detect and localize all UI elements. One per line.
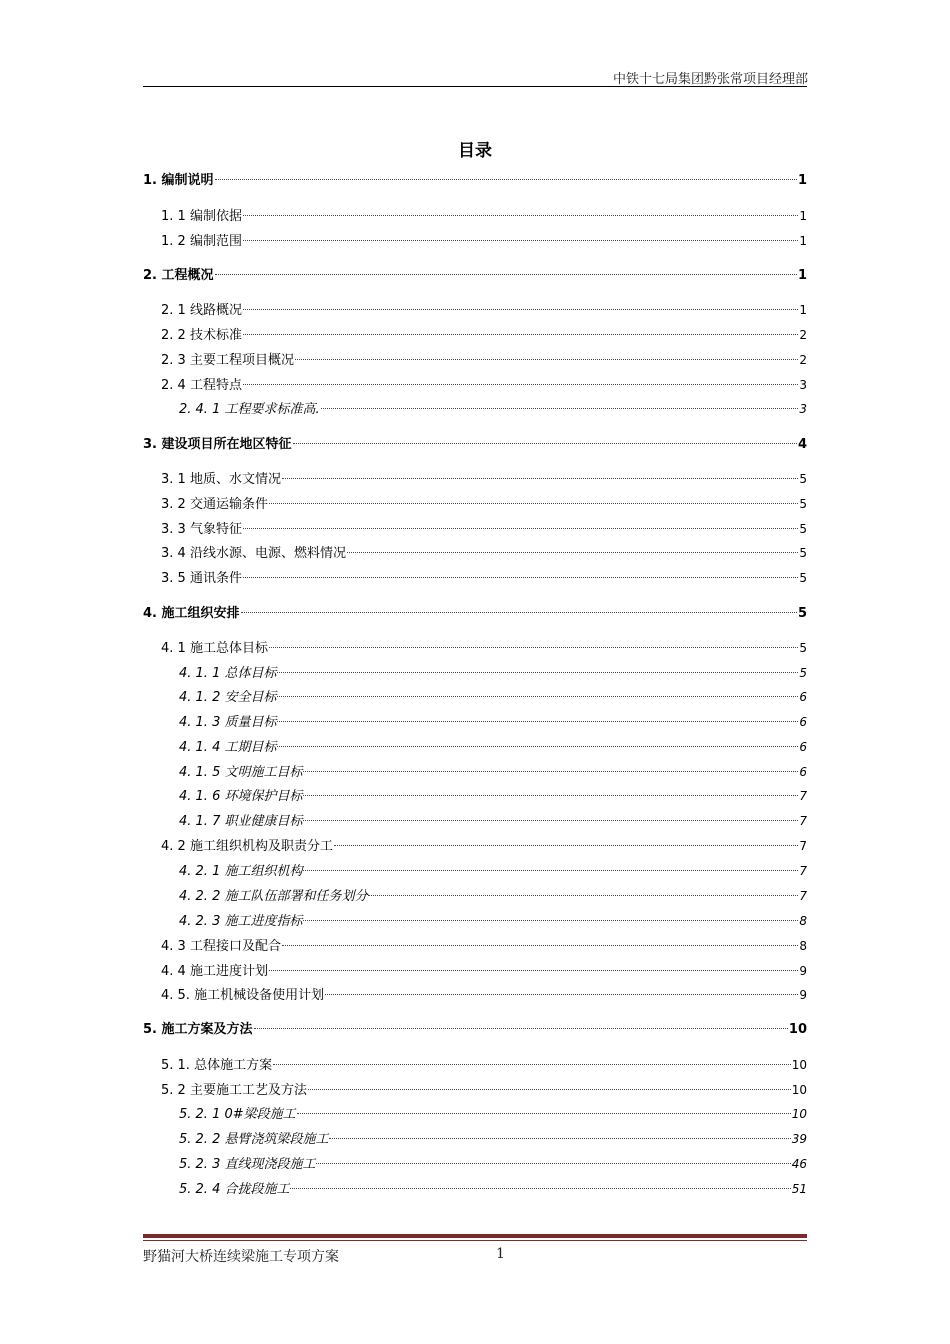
toc-dot-leader xyxy=(273,1064,791,1065)
toc-entry-title: 4. 1. 1 总体目标 xyxy=(179,666,277,681)
toc-entry-title: 4. 1. 2 安全目标 xyxy=(179,690,277,705)
header-org: 中铁十七局集团黔张常项目经理部 xyxy=(612,72,808,87)
toc-dot-leader xyxy=(215,274,797,275)
toc-entry-page: 7 xyxy=(799,839,807,853)
toc-entry-page: 10 xyxy=(791,1107,807,1121)
toc-entry[interactable] xyxy=(161,936,807,956)
toc-entry-page: 9 xyxy=(799,964,807,978)
toc-entry-title: 4. 2. 3 施工进度指标 xyxy=(179,914,303,929)
toc-dot-leader xyxy=(316,1163,790,1164)
toc-dot-leader xyxy=(290,1188,790,1189)
toc-entry[interactable] xyxy=(179,712,807,732)
toc-entry-title: 4. 2 施工组织机构及职责分工 xyxy=(161,839,333,854)
toc-entry-title: 1. 编制说明 xyxy=(143,173,214,188)
toc-entry[interactable] xyxy=(143,435,807,455)
toc-dot-leader xyxy=(254,1028,788,1029)
toc-entry-title: 4. 2. 1 施工组织机构 xyxy=(179,864,303,879)
toc-entry-page: 6 xyxy=(799,715,807,729)
toc-entry[interactable] xyxy=(179,786,807,806)
toc-entry-title: 5. 2. 1 0#梁段施工 xyxy=(179,1107,296,1122)
toc-entry[interactable] xyxy=(161,494,807,514)
toc-dot-leader xyxy=(243,240,798,241)
toc-entry-title: 2. 1 线路概况 xyxy=(161,303,242,318)
toc-entry[interactable] xyxy=(161,300,807,320)
toc-dot-leader xyxy=(241,612,797,613)
toc-entry[interactable] xyxy=(179,1104,807,1124)
toc-entry-page: 5 xyxy=(799,666,807,680)
toc-entry-page: 39 xyxy=(791,1132,807,1146)
toc-dot-leader xyxy=(303,870,798,871)
toc-entry-title: 3. 建设项目所在地区特征 xyxy=(143,437,292,452)
toc-entry[interactable] xyxy=(179,886,807,906)
toc-title: 目录 xyxy=(458,141,492,161)
toc-entry[interactable] xyxy=(179,1154,807,1174)
toc-dot-leader xyxy=(277,746,798,747)
toc-entry[interactable] xyxy=(161,469,807,489)
toc-dot-leader xyxy=(243,309,798,310)
toc-entry-page: 1 xyxy=(799,209,807,223)
toc-entry-title: 3. 1 地质、水文情况 xyxy=(161,472,281,487)
toc-dot-leader xyxy=(368,895,798,896)
toc-entry[interactable] xyxy=(161,543,807,563)
toc-entry[interactable] xyxy=(179,399,807,419)
toc-dot-leader xyxy=(303,795,798,796)
toc-entry-title: 3. 2 交通运输条件 xyxy=(161,497,268,512)
toc-dot-leader xyxy=(297,1113,791,1114)
toc-dot-leader xyxy=(303,820,798,821)
toc-dot-leader xyxy=(215,179,797,180)
toc-entry-page: 7 xyxy=(799,814,807,828)
toc-entry[interactable] xyxy=(161,638,807,658)
toc-entry-page: 7 xyxy=(799,864,807,878)
toc-entry-title: 4. 2. 2 施工队伍部署和任务划分 xyxy=(179,889,368,904)
footer-rule-thick xyxy=(143,1234,807,1238)
toc-dot-leader xyxy=(295,359,798,360)
header-rule xyxy=(143,86,807,87)
toc-entry-title: 5. 2. 4 合拢段施工 xyxy=(179,1182,290,1197)
toc-entry[interactable] xyxy=(179,911,807,931)
toc-entry-title: 4. 1. 3 质量目标 xyxy=(179,715,277,730)
toc-entry-page: 8 xyxy=(799,914,807,928)
toc-entry-page: 9 xyxy=(799,988,807,1002)
toc-entry-title: 2. 4. 1 工程要求标准高. xyxy=(179,402,320,417)
toc-entry[interactable] xyxy=(179,762,807,782)
toc-dot-leader xyxy=(334,845,798,846)
toc-entry-title: 5. 2 主要施工工艺及方法 xyxy=(161,1083,307,1098)
toc-dot-leader xyxy=(243,334,798,335)
toc-entry-title: 2. 工程概况 xyxy=(143,268,214,283)
toc-entry-page: 46 xyxy=(791,1157,807,1171)
toc-entry-title: 2. 4 工程特点 xyxy=(161,378,242,393)
toc-dot-leader xyxy=(308,1089,791,1090)
toc-entry[interactable] xyxy=(179,737,807,757)
toc-entry-page: 1 xyxy=(797,173,807,188)
toc-entry-title: 5. 1. 总体施工方案 xyxy=(161,1058,273,1073)
toc-entry[interactable] xyxy=(143,1020,807,1040)
toc-entry-page: 1 xyxy=(799,234,807,248)
toc-entry[interactable] xyxy=(179,861,807,881)
toc-entry[interactable] xyxy=(179,1129,807,1149)
toc-entry[interactable] xyxy=(161,568,807,588)
toc-entry-title: 4. 3 工程接口及配合 xyxy=(161,939,281,954)
toc-entry[interactable] xyxy=(161,206,807,226)
toc-dot-leader xyxy=(303,771,798,772)
toc-dot-leader xyxy=(243,528,798,529)
toc-entry-page: 2 xyxy=(799,328,807,342)
toc-dot-leader xyxy=(282,478,798,479)
toc-entry[interactable] xyxy=(161,1055,807,1075)
toc-entry-page: 7 xyxy=(799,789,807,803)
toc-entry[interactable] xyxy=(161,231,807,251)
toc-dot-leader xyxy=(321,408,799,409)
toc-entry[interactable] xyxy=(179,687,807,707)
toc-entry-page: 6 xyxy=(799,740,807,754)
toc-entry-page: 10 xyxy=(791,1083,807,1097)
toc-dot-leader xyxy=(329,1138,790,1139)
toc-dot-leader xyxy=(243,215,798,216)
footer-page-number: 1 xyxy=(496,1246,505,1262)
toc-dot-leader xyxy=(293,443,797,444)
toc-entry[interactable] xyxy=(179,1179,807,1199)
footer-doc-title: 野猫河大桥连续梁施工专项方案 xyxy=(143,1249,339,1265)
toc-entry[interactable] xyxy=(143,604,807,624)
toc-entry-page: 1 xyxy=(799,303,807,317)
toc-dot-leader xyxy=(347,552,798,553)
toc-entry[interactable] xyxy=(143,171,807,191)
footer-rule-thin xyxy=(143,1240,807,1241)
toc-entry[interactable] xyxy=(161,350,807,370)
toc-entry[interactable] xyxy=(179,663,807,683)
toc-entry[interactable] xyxy=(179,811,807,831)
toc-entry-title: 2. 3 主要工程项目概况 xyxy=(161,353,294,368)
toc-entry-title: 4. 1 施工总体目标 xyxy=(161,641,268,656)
toc-entry-title: 4. 5. 施工机械设备使用计划 xyxy=(161,988,325,1003)
toc-entry-title: 1. 2 编制范围 xyxy=(161,234,242,249)
toc-entry-page: 6 xyxy=(799,765,807,779)
toc-entry[interactable] xyxy=(143,266,807,286)
toc-entry-title: 4. 4 施工进度计划 xyxy=(161,964,268,979)
toc-dot-leader xyxy=(303,920,798,921)
toc-entry[interactable] xyxy=(161,519,807,539)
toc-entry-page: 3 xyxy=(799,402,807,416)
toc-dot-leader xyxy=(269,970,798,971)
toc-entry-title: 5. 2. 2 悬臂浇筑梁段施工 xyxy=(179,1132,329,1147)
toc-entry-title: 4. 1. 7 职业健康目标 xyxy=(179,814,303,829)
toc-entry[interactable] xyxy=(161,836,807,856)
toc-entry[interactable] xyxy=(161,375,807,395)
toc-entry-title: 3. 5 通讯条件 xyxy=(161,571,242,586)
toc-entry-page: 5 xyxy=(799,472,807,486)
toc-entry-page: 2 xyxy=(799,353,807,367)
toc-entry-page: 4 xyxy=(797,437,807,452)
toc-entry-page: 10 xyxy=(788,1022,807,1037)
toc-entry-page: 10 xyxy=(791,1058,807,1072)
toc-entry-title: 4. 1. 4 工期目标 xyxy=(179,740,277,755)
toc-dot-leader xyxy=(243,577,798,578)
toc-entry-page: 5 xyxy=(799,546,807,560)
toc-entry-page: 5 xyxy=(799,497,807,511)
toc-entry-title: 5. 施工方案及方法 xyxy=(143,1022,253,1037)
toc-entry-title: 3. 4 沿线水源、电源、燃料情况 xyxy=(161,546,346,561)
toc-entry-page: 3 xyxy=(799,378,807,392)
toc-dot-leader xyxy=(269,647,798,648)
toc-entry[interactable] xyxy=(161,1080,807,1100)
toc-entry-title: 3. 3 气象特征 xyxy=(161,522,242,537)
toc-entry-page: 1 xyxy=(797,268,807,283)
toc-entry-page: 5 xyxy=(799,522,807,536)
toc-entry-title: 1. 1 编制依据 xyxy=(161,209,242,224)
toc-dot-leader xyxy=(277,672,798,673)
toc-entry-title: 4. 1. 6 环境保护目标 xyxy=(179,789,303,804)
toc-dot-leader xyxy=(277,721,798,722)
toc-entry-title: 2. 2 技术标准 xyxy=(161,328,242,343)
toc-entry-page: 6 xyxy=(799,690,807,704)
toc-dot-leader xyxy=(277,696,798,697)
toc-entry[interactable] xyxy=(161,325,807,345)
toc-entry-page: 5 xyxy=(799,641,807,655)
toc-entry-title: 4. 施工组织安排 xyxy=(143,606,240,621)
toc-dot-leader xyxy=(269,503,798,504)
toc-entry-page: 8 xyxy=(799,939,807,953)
toc-entry-title: 4. 1. 5 文明施工目标 xyxy=(179,765,303,780)
toc-entry[interactable] xyxy=(161,961,807,981)
toc-entry-page: 5 xyxy=(797,606,807,621)
toc-entry[interactable] xyxy=(161,985,807,1005)
toc-dot-leader xyxy=(282,945,798,946)
toc-dot-leader xyxy=(325,994,798,995)
toc-entry-page: 5 xyxy=(799,571,807,585)
toc-entry-page: 51 xyxy=(791,1182,807,1196)
toc-entry-page: 7 xyxy=(799,889,807,903)
toc-entry-title: 5. 2. 3 直线现浇段施工 xyxy=(179,1157,316,1172)
toc-dot-leader xyxy=(243,384,798,385)
